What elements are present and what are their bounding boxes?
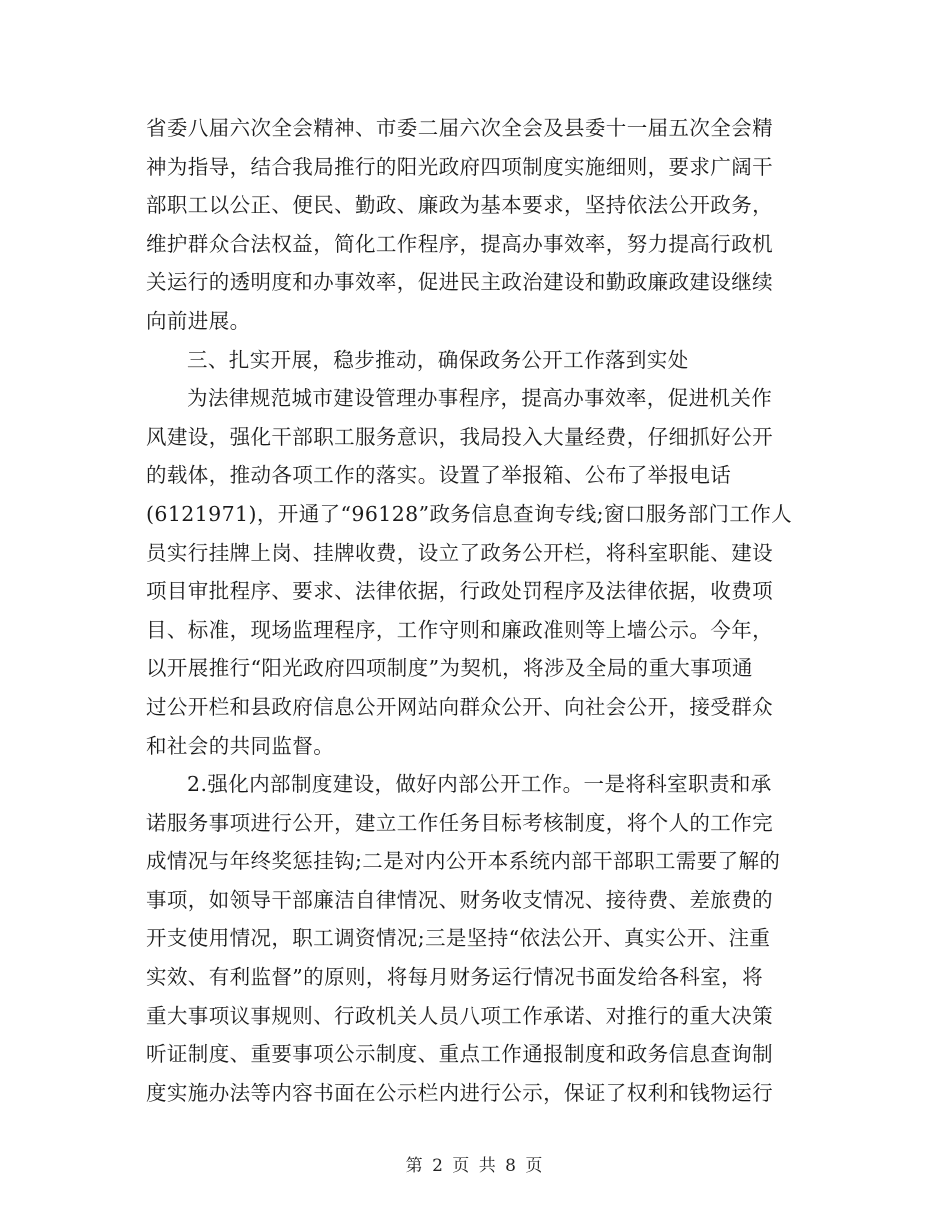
text-line: 关运行的透明度和办事效率，促进民主政治建设和勤政廉政建设继续 (146, 270, 773, 295)
body-text (146, 109, 816, 1112)
text-line: 为法律规范城市建设管理办事程序，提高办事效率，促进机关作 (187, 386, 773, 411)
text-line: 员实行挂牌上岗、挂牌收费，设立了政务公开栏，将科室职能、建设 (146, 540, 773, 565)
text-line: 以开展推行“阳光政府四项制度”为契机，将涉及全局的重大事项通 (146, 656, 753, 681)
text-line: 实效、有利监督”的原则，将每月财务运行情况书面发给各科室，将 (146, 965, 763, 990)
text-line: 维护群众合法权益，简化工作程序，提高办事效率，努力提高行政机 (146, 231, 773, 256)
text-line: 听证制度、重要事项公示制度、重点工作通报制度和政务信息查询制 (146, 1042, 773, 1067)
text-line: 过公开栏和县政府信息公开网站向群众公开、向社会公开，接受群众 (146, 694, 773, 719)
text-line: 神为指导，结合我局推行的阳光政府四项制度实施细则，要求广阔干 (146, 154, 773, 179)
text-line: 重大事项议事规则、行政机关人员八项工作承诺、对推行的重大决策 (146, 1003, 773, 1028)
page-number: 第 2 页 共 8 页 (405, 1156, 545, 1176)
text-line: 事项，如领导干部廉洁自律情况、财务收支情况、接待费、差旅费的 (146, 887, 773, 912)
text-line: 风建设，强化干部职工服务意识，我局投入大量经费，仔细抓好公开 (146, 424, 773, 449)
text-line: 省委八届六次全会精神、市委二届六次全会及县委十一届五次全会精 (146, 116, 773, 140)
text-line: 和社会的共同监督。 (146, 733, 335, 758)
text-line: 度实施办法等内容书面在公示栏内进行公示，保证了权利和钱物运行 (146, 1080, 773, 1105)
text-line: 诺服务事项进行公开，建立工作任务目标考核制度，将个人的工作完 (146, 810, 773, 835)
text-line: 部职工以公正、便民、勤政、廉政为基本要求，坚持依法公开政务， (146, 193, 773, 218)
text-line: 开支使用情况，职工调资情况;三是坚持“依法公开、真实公开、注重 (146, 926, 771, 951)
text-line: 的载体，推动各项工作的落实。设置了举报箱、公布了举报电话 (146, 463, 732, 488)
text-line: 目、标准，现场监理程序，工作守则和廉政准则等上墙公示。今年， (146, 617, 773, 642)
text-line: 向前进展。 (146, 308, 251, 333)
text-line: 2.强化内部制度建设，做好内部公开工作。一是将科室职责和承 (187, 772, 772, 797)
text-line: (6121971)，开通了“96128”政务信息查询专线;窗口服务部门工作人 (146, 501, 793, 526)
text-line: 项目审批程序、要求、法律依据，行政处罚程序及法律依据，收费项 (146, 579, 773, 604)
text-line: 成情况与年终奖惩挂钩;二是对内公开本系统内部干部职工需要了解的 (146, 849, 781, 874)
section-heading: 三、扎实开展，稳步推动，确保政务公开工作落到实处 (187, 347, 689, 372)
